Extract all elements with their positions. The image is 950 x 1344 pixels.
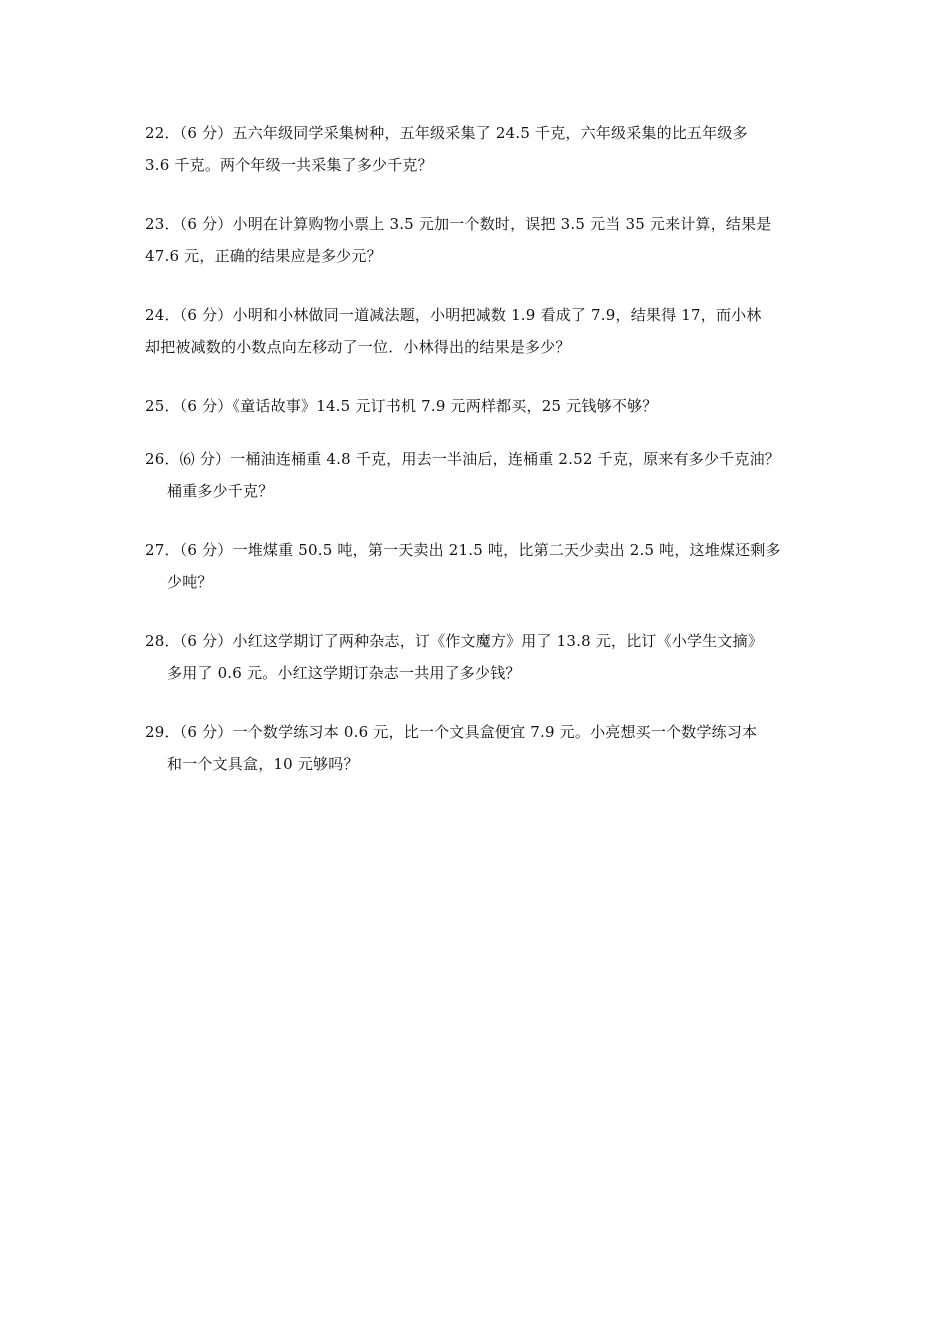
question-26-line-1: 26．⑹ 分）一桶油连桶重 4.8 千克，用去一半油后，连桶重 2.52 千克，原来有多少千克油？	[145, 450, 780, 468]
question-24-line-1: 24．（6 分）小明和小林做同一道减法题，小明把减数 1.9 看成了 7.9，结果得 17，而小林	[145, 306, 762, 324]
question-22-line-2: 3.6 千克。两个年级一共采集了多少千克？	[145, 156, 433, 174]
question-26-line-2: 桶重多少千克？	[167, 482, 274, 500]
question-29-line-1: 29．（6 分）一个数学练习本 0.6 元，比一个文具盒便宜 7.9 元。小亮想买一个数学练习本	[145, 723, 758, 741]
question-23-line-2: 47.6 元，正确的结果应是多少元？	[145, 247, 382, 265]
question-27-line-2: 少吨？	[167, 573, 213, 591]
question-24-line-2: 却把被减数的小数点向左移动了一位．小林得出的结果是多少？	[145, 338, 571, 356]
question-28-line-2: 多用了 0.6 元。小红这学期订杂志一共用了多少钱？	[167, 664, 521, 682]
question-28-line-1: 28．（6 分）小红这学期订了两种杂志，订《作文魔方》用了 13.8 元，比订《小学生文摘》	[145, 632, 764, 650]
question-27-line-1: 27．（6 分）一堆煤重 50.5 吨，第一天卖出 21.5 吨，比第二天少卖出 2.5 吨，这堆煤还剩多	[145, 541, 781, 559]
question-25-line-1: 25．（6 分）《童话故事》14.5 元订书机 7.9 元两样都买，25 元钱够不够？	[145, 397, 658, 415]
question-22-line-1: 22．（6 分）五六年级同学采集树种，五年级采集了 24.5 千克，六年级采集的比五年级多	[145, 124, 748, 142]
question-23-line-1: 23．（6 分）小明在计算购物小票上 3.5 元加一个数时，误把 3.5 元当 35 元来计算，结果是	[145, 215, 772, 233]
question-29-line-2: 和一个文具盒，10 元够吗？	[167, 755, 359, 773]
